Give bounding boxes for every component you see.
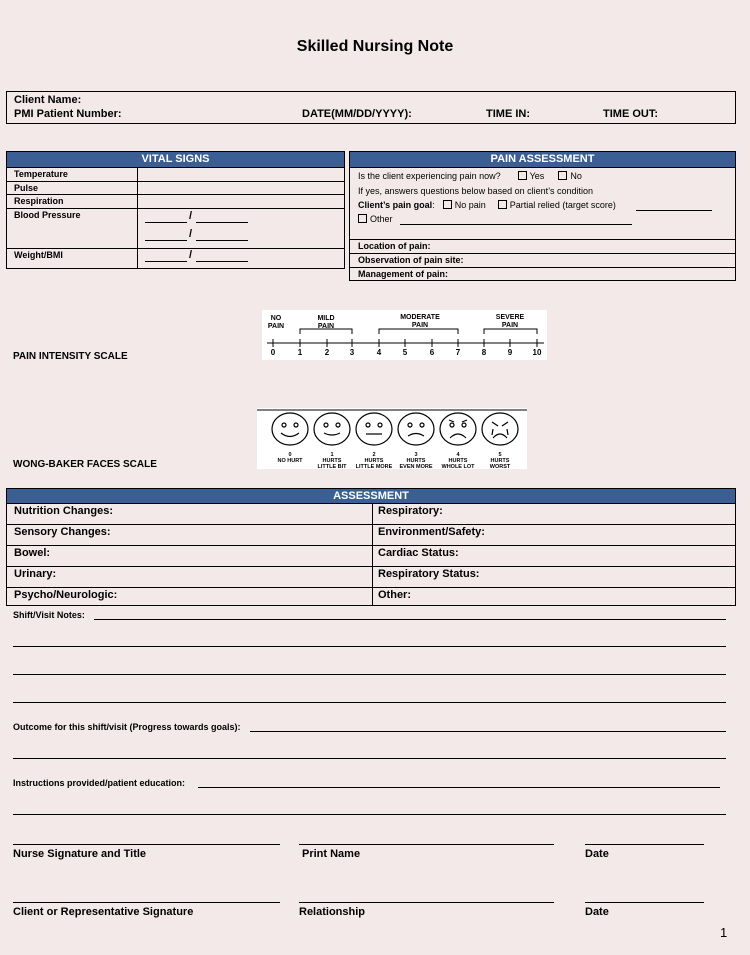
partial-label: Partial relied (target score) bbox=[509, 200, 616, 210]
date-line-1[interactable] bbox=[585, 844, 704, 845]
bmi-line[interactable] bbox=[196, 261, 248, 262]
assessment-right-label: Cardiac Status: bbox=[378, 547, 459, 559]
client-signature-label: Client or Representative Signature bbox=[13, 906, 194, 918]
page-number: 1 bbox=[720, 925, 728, 940]
pain-goal-row bbox=[358, 200, 616, 210]
shift-visit-notes-label: Shift/Visit Notes: bbox=[13, 610, 85, 620]
pain-question-text: Is the client experiencing pain now? bbox=[358, 171, 501, 181]
pain-intensity-scale-image bbox=[262, 310, 547, 360]
weight-line[interactable] bbox=[145, 261, 187, 262]
date-line-2[interactable] bbox=[585, 902, 704, 903]
target-score-line[interactable] bbox=[636, 210, 712, 211]
date-label: DATE(MM/DD/YYYY): bbox=[302, 108, 412, 120]
bp-systolic-line-2[interactable] bbox=[145, 240, 187, 241]
instructions-line[interactable] bbox=[198, 787, 720, 788]
notes-line[interactable] bbox=[13, 674, 726, 675]
scale-category: MODERATE PAIN bbox=[400, 314, 440, 329]
observation-label: Observation of pain site: bbox=[358, 255, 464, 265]
relationship-label: Relationship bbox=[299, 906, 366, 918]
assessment-left-label: Urinary: bbox=[14, 568, 57, 580]
wong-baker-faces-label: WONG-BAKER FACES SCALE bbox=[13, 459, 157, 470]
notes-line[interactable] bbox=[13, 702, 726, 703]
date-label-1: Date bbox=[585, 848, 609, 860]
no-label: No bbox=[570, 171, 582, 181]
partial-checkbox[interactable] bbox=[498, 200, 507, 209]
pain-assessment-table bbox=[349, 151, 736, 281]
scale-number: 5 bbox=[402, 348, 408, 357]
notes-line[interactable] bbox=[94, 619, 726, 620]
assessment-left-label: Sensory Changes: bbox=[14, 526, 111, 538]
scale-number: 1 bbox=[297, 348, 303, 357]
assessment-right-label: Other: bbox=[378, 589, 411, 601]
scale-number: 4 bbox=[376, 348, 382, 357]
outcome-label: Outcome for this shift/visit (Progress towards goals): bbox=[13, 722, 241, 732]
bp-diastolic-line-1[interactable] bbox=[196, 222, 248, 223]
assessment-right-label: Respiratory: bbox=[378, 505, 443, 517]
assessment-header: ASSESSMENT bbox=[7, 489, 735, 503]
bp-slash: / bbox=[189, 210, 193, 222]
pain-question bbox=[358, 171, 582, 181]
pain-intensity-scale-label: PAIN INTENSITY SCALE bbox=[13, 351, 128, 362]
scale-number: 6 bbox=[429, 348, 435, 357]
assessment-right-label: Environment/Safety: bbox=[378, 526, 485, 538]
bp-slash: / bbox=[189, 228, 193, 240]
nurse-signature-line[interactable] bbox=[13, 844, 280, 845]
face-label: 1 HURTS LITTLE BIT bbox=[317, 452, 347, 470]
vital-row-label: Temperature bbox=[14, 169, 68, 179]
assessment-left-label: Nutrition Changes: bbox=[14, 505, 113, 517]
scale-number: 7 bbox=[455, 348, 461, 357]
face-label: 2 HURTS LITTLE MORE bbox=[355, 452, 393, 470]
face-label: 5 HURTS WORST bbox=[489, 452, 511, 470]
pain-assessment-header: PAIN ASSESSMENT bbox=[350, 152, 735, 167]
pmi-label: PMI Patient Number: bbox=[14, 108, 122, 120]
other-checkbox[interactable] bbox=[358, 214, 367, 223]
management-label: Management of pain: bbox=[358, 269, 449, 279]
page-title: Skilled Nursing Note bbox=[296, 38, 454, 55]
vital-row-label: Blood Pressure bbox=[14, 210, 81, 220]
scale-number: 3 bbox=[349, 348, 355, 357]
print-name-label: Print Name bbox=[302, 848, 361, 860]
face-label: 3 HURTS EVEN MORE bbox=[399, 452, 433, 470]
notes-line[interactable] bbox=[13, 646, 726, 647]
scale-number: 10 bbox=[532, 348, 542, 357]
vital-signs-table bbox=[6, 151, 345, 269]
nurse-signature-label: Nurse Signature and Title bbox=[13, 848, 147, 860]
scale-category: NO PAIN bbox=[267, 315, 285, 330]
client-info-box bbox=[6, 91, 736, 124]
scale-number: 2 bbox=[324, 348, 330, 357]
weight-slash: / bbox=[189, 249, 193, 261]
print-name-line[interactable] bbox=[299, 844, 554, 845]
vital-signs-header: VITAL SIGNS bbox=[7, 152, 344, 167]
scale-number: 9 bbox=[507, 348, 513, 357]
pain-goal-label: Client’s pain goal bbox=[358, 200, 433, 210]
relationship-line[interactable] bbox=[299, 902, 554, 903]
vital-row-label: Pulse bbox=[14, 183, 39, 193]
scale-number: 8 bbox=[481, 348, 487, 357]
yes-checkbox[interactable] bbox=[518, 171, 527, 180]
vital-row-label: Weight/BMI bbox=[14, 250, 63, 260]
no-checkbox[interactable] bbox=[558, 171, 567, 180]
wong-baker-faces-image bbox=[257, 408, 527, 469]
scale-category: MILD PAIN bbox=[317, 315, 335, 330]
assessment-left-label: Bowel: bbox=[14, 547, 51, 559]
outcome-line[interactable] bbox=[13, 758, 726, 759]
location-label: Location of pain: bbox=[358, 241, 431, 251]
vital-row-label: Respiration bbox=[14, 196, 64, 206]
no-pain-checkbox[interactable] bbox=[443, 200, 452, 209]
instructions-line[interactable] bbox=[13, 814, 726, 815]
assessment-right-label: Respiratory Status: bbox=[378, 568, 480, 580]
other-line[interactable] bbox=[400, 224, 632, 225]
date-label-2: Date bbox=[585, 906, 609, 918]
bp-diastolic-line-2[interactable] bbox=[196, 240, 248, 241]
scale-number: 0 bbox=[270, 348, 276, 357]
assessment-table bbox=[6, 488, 736, 606]
pain-other-row bbox=[358, 214, 393, 224]
pain-goal-colon: : bbox=[432, 200, 435, 210]
pain-instruction: If yes, answers questions below based on client’s condition bbox=[358, 186, 593, 196]
face-label: 0 NO HURT bbox=[277, 452, 303, 464]
bp-systolic-line-1[interactable] bbox=[145, 222, 187, 223]
time-out-label: TIME OUT: bbox=[603, 108, 658, 120]
faces-drawing bbox=[257, 408, 527, 452]
face-label: 4 HURTS WHOLE LOT bbox=[441, 452, 475, 470]
yes-label: Yes bbox=[529, 171, 545, 181]
instructions-label: Instructions provided/patient education: bbox=[13, 778, 186, 788]
no-pain-label: No pain bbox=[454, 200, 486, 210]
scale-category: SEVERE PAIN bbox=[495, 314, 525, 329]
other-label: Other bbox=[370, 214, 393, 224]
client-signature-line[interactable] bbox=[13, 902, 280, 903]
time-in-label: TIME IN: bbox=[486, 108, 530, 120]
client-name-label: Client Name: bbox=[14, 94, 82, 106]
assessment-left-label: Psycho/Neurologic: bbox=[14, 589, 118, 601]
outcome-line[interactable] bbox=[250, 731, 726, 732]
